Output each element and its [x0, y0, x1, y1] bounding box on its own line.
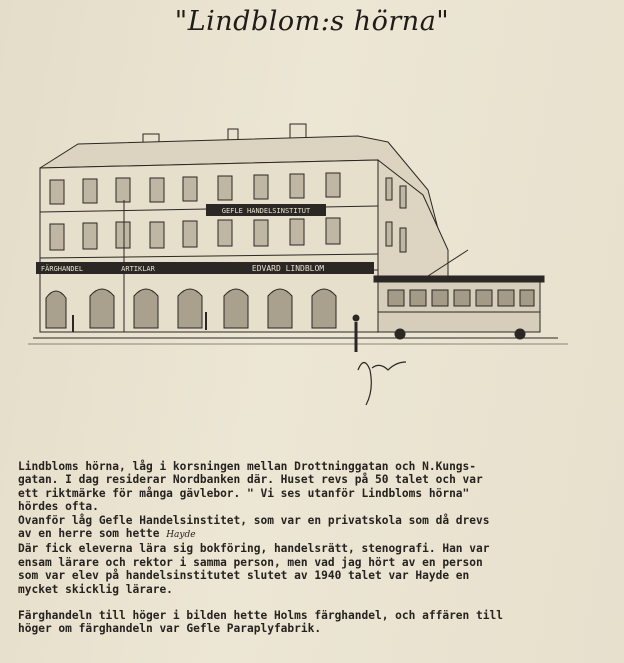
text-line: mycket skicklig lärare.: [18, 582, 173, 596]
text-line: gatan. I dag residerar Nordbanken där. Huset revs på 50 talet och var: [18, 473, 483, 487]
body-text: [18, 460, 618, 636]
text-line: ensam lärare och rektor i samma person, men vad jag hört av en person: [18, 555, 483, 569]
text-line: Där fick eleverna lära sig bokföring, handelsrätt, stenografi. Han var: [18, 542, 490, 556]
page-title: "Lindblom:s hörna": [174, 6, 450, 37]
handwritten-name: Hayde: [166, 530, 196, 541]
sign-left: FÄRGHANDEL: [40, 265, 84, 273]
text-fragment: av en herre som hette: [18, 527, 167, 541]
text-line: Ovanför låg Gefle Handelsinstitet, som var en privatskola som då drevs: [18, 513, 490, 527]
text-line: som var elev på handelsinstitutet slutet av 1940 talet var Hayde en: [18, 569, 470, 583]
building-illustration: [28, 100, 588, 420]
sign-main: EDVARD LINDBLOM: [251, 264, 325, 273]
text-line: Lindbloms hörna, låg i korsningen mellan Drottninggatan och N.Kungs-: [18, 460, 477, 473]
sign-institute: GEFLE HANDELSINSTITUT: [221, 207, 311, 215]
text-line: [18, 527, 618, 542]
text-line: höger om färghandeln var Gefle Paraplyfabrik.: [18, 622, 322, 636]
text-line: hördes ofta.: [18, 500, 99, 514]
text-line: ett riktmärke för många gävlebor. " Vi ses utanför Lindbloms hörna": [18, 486, 470, 500]
sign-mid: ARTIKLAR: [121, 265, 155, 273]
text-line: Färghandeln till höger i bilden hette Holms färghandel, och affären till: [18, 609, 503, 623]
